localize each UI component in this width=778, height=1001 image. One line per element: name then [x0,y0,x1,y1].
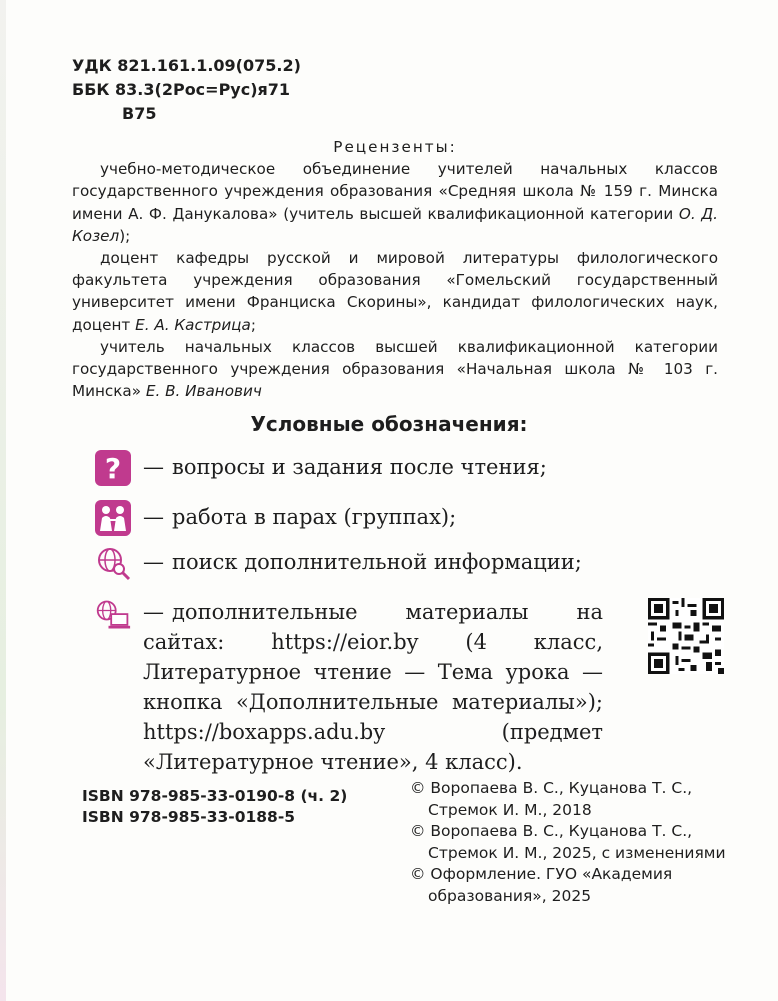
reviewer-3-text: учитель начальных классов высшей квалификационной категории государственного учреждения образования «Начальная школа № 103 г. Минска» [72,337,718,401]
udk-code: УДК 821.161.1.09(075.2) [72,56,301,75]
legend-questions-text [143,452,547,482]
bbk-code: ББК 83.3(2Рос=Рус)я71 [72,80,291,99]
copyright-2018: © Воропаева В. С., Куцанова Т. С., Стремок И. М., 2018 [410,779,693,819]
legend-search-label: поиск дополнительной информации; [172,550,582,574]
legend-questions [95,450,547,486]
legend-pairs-text [143,502,456,532]
author-code: В75 [122,104,157,123]
dash: — [143,600,164,624]
page-edge [0,0,6,1001]
copyright-design: © Оформление. ГУО «Академия образования», 2025 [410,865,673,905]
isbn-set: ISBN 978-985-33-0188-5 [82,808,296,826]
reviewer-3 [72,336,718,403]
legend-search [95,545,582,581]
dash: — [143,550,164,574]
legend-sites-text [143,597,603,777]
legend-title: Условные обозначения: [250,412,528,436]
reviewer-2-name: Е. А. Кастрица [135,315,251,334]
globe-magnifier-icon [95,545,131,581]
reviewer-3-name: Е. В. Иванович [145,382,262,401]
isbn-part: ISBN 978-985-33-0190-8 (ч. 2) [82,787,348,805]
reviewer-1-text: учебно-методическое объединение учителей начальных классов государственного учреждения образования «Средняя школа № 159 г. Минска имени А. Ф. Данукалова» (учитель высшей квалификационной категории [72,160,718,223]
bibliographic-codes [72,54,301,126]
legend-sites-label[interactable]: дополнительные материалы на сайтах: https://eior.by (4 класс, Литературное чтение — Тема урока — кнопка «Дополнительные материалы»); https://boxapps.adu.by (предмет «Литературное чтение», 4 класс). [143,600,603,774]
reviewer-1 [72,158,718,247]
dash: — [143,455,164,479]
legend-sites [95,597,603,777]
dash: — [143,505,164,529]
reviewer-2-end: ; [250,315,256,334]
reviewer-2 [72,247,718,336]
globe-laptop-icon [95,597,131,633]
legend-pairs-label: работа в парах (группах); [172,505,457,529]
reviewers-section [72,136,718,402]
legend-questions-label: вопросы и задания после чтения; [172,455,547,479]
legend-pairs [95,500,456,536]
reviewer-2-text: доцент кафедры русской и мировой литературы филологического факультета учреждения образования «Гомельский государственный университет имени Франциска Скорины», кандидат филологических наук, доцент [72,249,718,334]
reviewer-1-end: ); [119,226,131,245]
children-pair-icon [95,500,131,536]
reviewers-heading: Рецензенты: [333,138,457,156]
question-icon: ? [95,450,131,486]
copyright-block [410,778,730,908]
legend-search-text [143,547,582,577]
isbn-block [82,786,347,828]
reviewer-1-name: О. Д. Козел [72,204,718,245]
qr-code[interactable] [648,598,724,674]
copyright-2025: © Воропаева В. С., Куцанова Т. С., Стремок И. М., 2025, с изменениями [410,822,726,862]
